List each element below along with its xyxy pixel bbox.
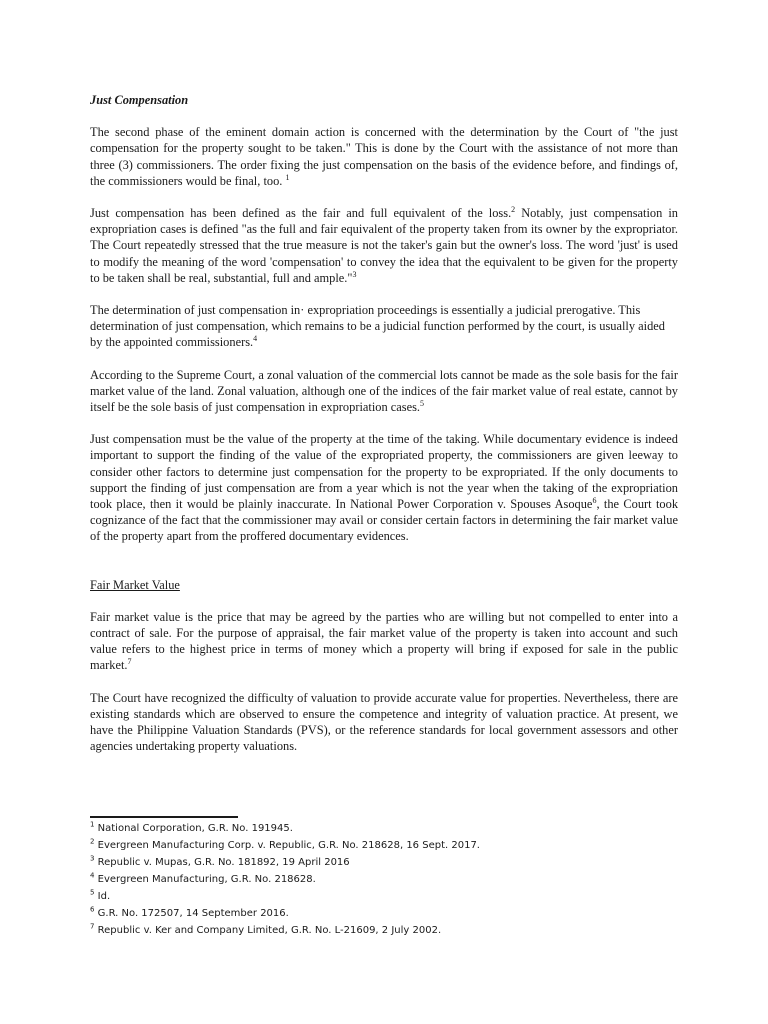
footnote-number: 7: [90, 922, 95, 931]
footnote-ref[interactable]: 5: [420, 398, 424, 408]
paragraph-text: The second phase of the eminent domain action is concerned with the determination by the Court of "the just compensation for the property sought to be taken." This is done by the Court with the assistance of not more than three (3) commissioners. The order fixing the just compensation on the basis of the evidence before, and findings of, the commissioners would be final, too.: [90, 125, 678, 188]
paragraph-text: The determination of just compensation in· expropriation proceedings is essentially a judicial prerogative. This determination of just compensation, which remains to be a judicial function performed by the court, is usually aided by the appointed commissioners.: [90, 303, 665, 350]
footnote-item: [90, 905, 690, 922]
footnote-text: Republic v. Ker and Company Limited, G.R. No. L-21609, 2 July 2002.: [94, 925, 442, 936]
footnote-item: [90, 820, 690, 837]
footnote-number: 4: [90, 871, 95, 880]
footnote-text: Republic v. Mupas, G.R. No. 181892, 19 April 2016: [94, 857, 350, 868]
footnote-ref[interactable]: 2: [511, 204, 516, 214]
footnote-text: Id.: [94, 891, 111, 902]
document-body: [90, 92, 678, 771]
footnote-number: 6: [90, 905, 95, 914]
footnote-item: [90, 871, 690, 888]
footnote-ref[interactable]: 3: [352, 269, 357, 279]
footnote-number: 2: [90, 837, 95, 846]
footnote-text: National Corporation, G.R. No. 191945.: [94, 823, 293, 834]
paragraph-text: The Court have recognized the difficulty of valuation to provide accurate value for properties. Nevertheless, there are existing standards which are observed to ensure the competence and integrity of valuation practice. At present, we have the Philippine Valuation Standards (PVS), or the reference standards for local government assessors and other agencies undertaking property valuations.: [90, 690, 678, 754]
paragraph-6: [90, 609, 678, 674]
paragraph-7: [90, 690, 678, 755]
footnote-number: 1: [90, 820, 95, 829]
footnotes-list: [90, 820, 690, 939]
paragraph-text: Just compensation has been defined as the fair and full equivalent of the loss.: [90, 206, 512, 221]
paragraph-text: Notably, just compensation in expropriation cases is defined "as the full and fair equivalent of the property taken from its owner by the expropriator. The Court repeatedly stressed that the true measure is not the taker's gain but the owner's loss. The word 'just' is used to modify the meaning of the word 'compensation' to convey the idea that the equivalent to be given for the property to be taken shall be real, substantial, full and ample.": [90, 206, 678, 285]
footnote-item: [90, 888, 690, 905]
footnote-ref[interactable]: 6: [592, 495, 597, 505]
footnote-ref[interactable]: 7: [127, 657, 132, 667]
footnote-ref[interactable]: 1: [285, 172, 290, 182]
footnote-item: [90, 837, 690, 854]
footnote-item: [90, 922, 690, 939]
paragraph-5: [90, 431, 678, 544]
footnote-separator: [90, 816, 238, 818]
paragraph-text: Fair market value is the price that may be agreed by the parties who are willing but not compelled to enter into a contract of sale. For the purpose of appraisal, the fair market value of the property is taken into account and such value refers to the highest price in terms of money which a property will bring if exposed for sale in the public market.: [90, 609, 678, 673]
paragraph-2: [90, 205, 678, 286]
section-heading-fair-market-value: Fair Market Value: [90, 577, 180, 592]
footnote-text: Evergreen Manufacturing, G.R. No. 218628.: [94, 874, 316, 885]
paragraph-text: Just compensation must be the value of the property at the time of the taking. While documentary evidence is indeed important to support the finding of the value of the expropriated property, the commissioners are given leeway to consider other factors to determine just compensation for the property to be expropriated. If the only documents to support the finding of just compensation are from a year which is not the year when the taking of the expropriation took place, then it would be plainly inaccurate. In National Power Corporation v. Spouses Asoque: [90, 432, 678, 512]
footnote-number: 5: [90, 888, 95, 897]
footnote-number: 3: [90, 854, 95, 863]
paragraph-text: According to the Supreme Court, a zonal valuation of the commercial lots cannot be made as the sole basis for the fair market value of the land. Zonal valuation, although one of the indices of the fair market value of real estate, cannot by itself be the sole basis of just compensation in expropriation cases.: [90, 367, 678, 415]
footnote-text: Evergreen Manufacturing Corp. v. Republic, G.R. No. 218628, 16 Sept. 2017.: [94, 840, 480, 851]
paragraph-4: [90, 367, 678, 416]
paragraph-1: [90, 124, 678, 189]
section-heading-just-compensation: Just Compensation: [90, 93, 189, 107]
paragraph-text: , the Court took cognizance of the fact that the commissioner may avail or consider certain factors in determining the fair market value of the property apart from the proffered documentary evidences.: [90, 497, 679, 544]
footnote-item: [90, 854, 690, 871]
footnote-ref[interactable]: 4: [253, 334, 258, 344]
footnote-text: G.R. No. 172507, 14 September 2016.: [94, 908, 289, 919]
section-spacer: [90, 561, 678, 577]
paragraph-3: [90, 302, 678, 351]
